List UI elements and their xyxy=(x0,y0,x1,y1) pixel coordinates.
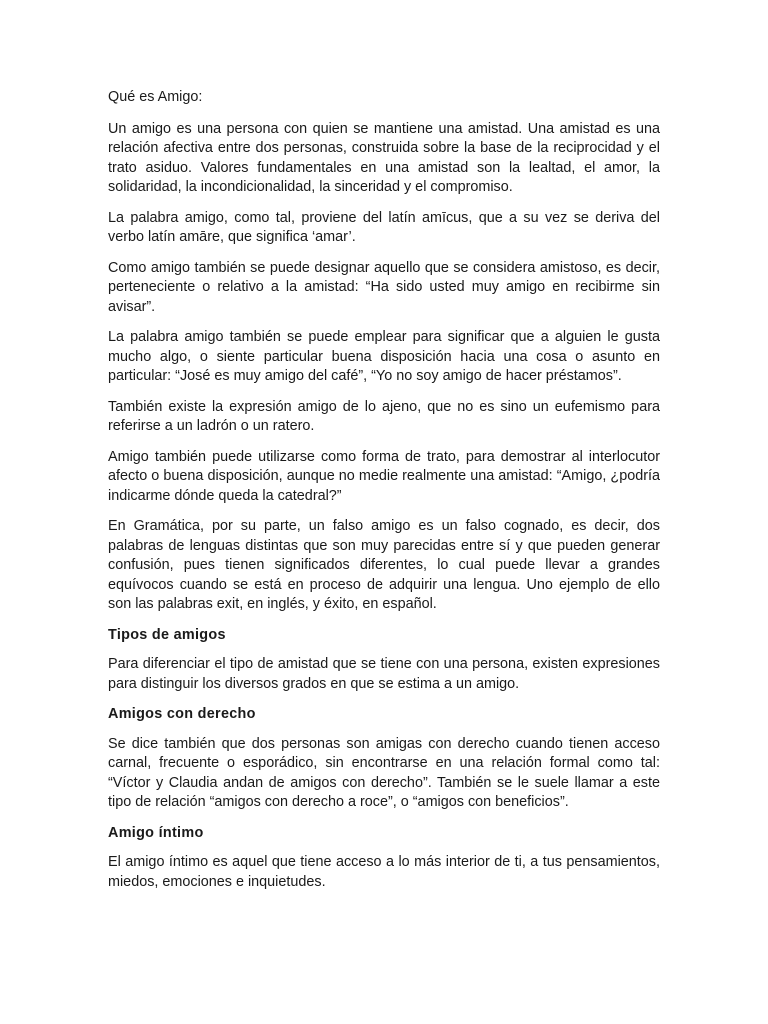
paragraph-etymology: La palabra amigo, como tal, proviene del latín amīcus, que a su vez se deriva del verbo latín amāre, que significa ‘amar’. xyxy=(108,209,660,245)
section-text: El amigo íntimo es aquel que tiene acceso a lo más interior de ti, a tus pensamientos, miedos, emociones e inquietudes. xyxy=(108,854,660,890)
paragraph-falso-amigo: En Gramática, por su parte, un falso amigo es un falso cognado, es decir, dos palabras de lenguas distintas que son muy parecidas entre sí y que pueden generar confusión, pues tienen significados diferentes, lo cual puede llevar a grandes equívocos cuando se está en proceso de adquirir una lengua. Uno ejemplo de ello son las palabras exit, en inglés, y éxito, en español. xyxy=(108,518,660,612)
paragraph-amigo-de-lo-ajeno: También existe la expresión amigo de lo ajeno, que no es sino un eufemismo para referirse a un ladrón o un ratero. xyxy=(108,398,660,434)
section-heading: Amigo íntimo xyxy=(108,824,204,841)
section-text: Se dice también que dos personas son amigas con derecho cuando tienen acceso carnal, frecuente o esporádico, sin encontrarse en una relación formal como tal: “Víctor y Claudia andan de amigos con derecho”. También se le suele llamar a este tipo de relación “amigos con derecho a roce”, o “amigos con beneficios”. xyxy=(108,735,660,810)
paragraph-definition: Un amigo es una persona con quien se mantiene una amistad. Una amistad es una relación afectiva entre dos personas, construida sobre la base de la reciprocidad y el trato asiduo. Valores fundamentales en una amistad son la lealtad, el amor, la solidaridad, la incondicionalidad, la sinceridad y el compromiso. xyxy=(108,120,660,195)
section-heading: Amigos con derecho xyxy=(108,706,256,722)
section-amigos-con-derecho xyxy=(108,705,660,813)
paragraph-amistoso: Como amigo también se puede designar aquello que se considera amistoso, es decir, perteneciente o relativo a la amistad: “Ha sido usted muy amigo en recibirme sin avisar”. xyxy=(108,259,660,315)
section-amigo-intimo xyxy=(108,824,660,893)
section-heading: Tipos de amigos xyxy=(108,626,226,643)
section-text: Para diferenciar el tipo de amistad que se tiene con una persona, existen expresiones para distinguir los diversos grados en que se estima a un amigo. xyxy=(108,656,660,692)
paragraph-forma-de-trato: Amigo también puede utilizarse como forma de trato, para demostrar al interlocutor afecto o buena disposición, aunque no medie realmente una amistad: “Amigo, ¿podría indicarme dónde queda la catedral?” xyxy=(108,448,660,504)
document-title: Qué es Amigo: xyxy=(108,89,203,105)
paragraph-gusto: La palabra amigo también se puede emplear para significar que a alguien le gusta mucho algo, o siente particular buena disposición hacia una cosa o asunto en particular: “José es muy amigo del café”, “Yo no soy amigo de hacer préstamos”. xyxy=(108,329,660,384)
section-tipos-de-amigos xyxy=(108,626,660,695)
